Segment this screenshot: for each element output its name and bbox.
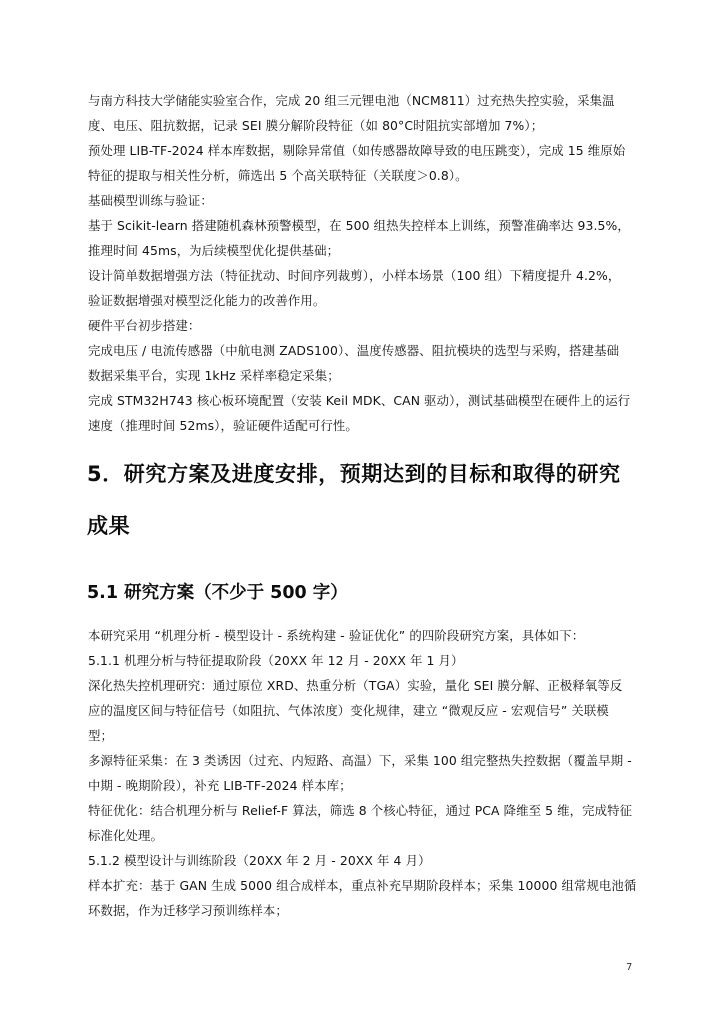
body-text-line: 特征优化：结合机理分析与 Relief-F 算法，筛选 8 个核心特征，通过 PCA 降维至 5 维，完成特征 bbox=[88, 803, 633, 818]
subheading-text-line: 硬件平台初步搭建： bbox=[88, 318, 201, 333]
body-text-line: 深化热失控机理研究：通过原位 XRD、热重分析（TGA）实验，量化 SEI 膜分解、正极释氧等反 bbox=[88, 678, 623, 693]
body-text-line: 设计简单数据增强方法（特征扰动、时间序列裁剪），小样本场景（100 组）下精度提升 4.2%， bbox=[88, 268, 621, 283]
body-text-line: 样本扩充：基于 GAN 生成 5000 组合成样本，重点补充早期阶段样本；采集 10000 组常规电池循 bbox=[88, 878, 637, 893]
page-number: 7 bbox=[626, 962, 633, 973]
body-text-line: 环数据，作为迁移学习预训练样本； bbox=[88, 903, 288, 918]
body-text-line: 与南方科技大学储能实验室合作，完成 20 组三元锂电池（NCM811）过充热失控实验，采集温 bbox=[88, 93, 615, 108]
body-text-line: 基于 Scikit-learn 搭建随机森林预警模型，在 500 组热失控样本上训练，预警准确率达 93.5%， bbox=[88, 218, 630, 233]
body-text-line: 应的温度区间与特征信号（如阻抗、气体浓度）变化规律，建立 “微观反应 - 宏观信号” 关联模 bbox=[88, 703, 609, 718]
body-text-line: 完成 STM32H743 核心板环境配置（安装 Keil MDK、CAN 驱动），测试基础模型在硬件上的运行 bbox=[88, 393, 631, 408]
subsubsection-heading: 5.1.2 模型设计与训练阶段（20XX 年 2 月 - 20XX 年 4 月） bbox=[88, 853, 431, 868]
subsubsection-heading: 5.1.1 机理分析与特征提取阶段（20XX 年 12 月 - 20XX 年 1 月） bbox=[88, 653, 464, 668]
body-text-line: 验证数据增强对模型泛化能力的改善作用。 bbox=[88, 293, 326, 308]
body-text-line: 推理时间 45ms，为后续模型优化提供基础； bbox=[88, 243, 340, 258]
body-text-line: 速度（推理时间 52ms），验证硬件适配可行性。 bbox=[88, 418, 358, 433]
body-text-line: 多源特征采集：在 3 类诱因（过充、内短路、高温）下，采集 100 组完整热失控数据（覆盖早期 - bbox=[88, 753, 632, 768]
body-text-line: 本研究采用 “机理分析 - 模型设计 - 系统构建 - 验证优化” 的四阶段研究方案，具体如下： bbox=[88, 628, 585, 643]
body-text-line: 标准化处理。 bbox=[88, 828, 163, 843]
body-text-line: 中期 - 晚期阶段），补充 LIB-TF-2024 样本库； bbox=[88, 778, 352, 793]
subheading-text-line: 基础模型训练与验证： bbox=[88, 193, 213, 208]
body-text-line: 完成电压 / 电流传感器（中航电测 ZADS100）、温度传感器、阻抗模块的选型与采购，搭建基础 bbox=[88, 343, 620, 358]
body-text-line: 数据采集平台，实现 1kHz 采样率稳定采集； bbox=[88, 368, 340, 383]
subsection-heading: 5.1 研究方案（不少于 500 字） bbox=[87, 583, 348, 603]
body-text-line: 型； bbox=[88, 728, 113, 743]
section-heading: 5．研究方案及进度安排，预期达到的目标和取得的研究 bbox=[87, 462, 621, 486]
section-heading-continued: 成果 bbox=[87, 514, 131, 538]
body-text-line: 度、电压、阻抗数据，记录 SEI 膜分解阶段特征（如 80°C时阻抗实部增加 7%）； bbox=[88, 118, 544, 133]
body-text-line: 预处理 LIB-TF-2024 样本库数据，剔除异常值（如传感器故障导致的电压跳变），完成 15 维原始 bbox=[88, 143, 626, 158]
body-text-line: 特征的提取与相关性分析，筛选出 5 个高关联特征（关联度＞0.8）。 bbox=[88, 168, 468, 183]
